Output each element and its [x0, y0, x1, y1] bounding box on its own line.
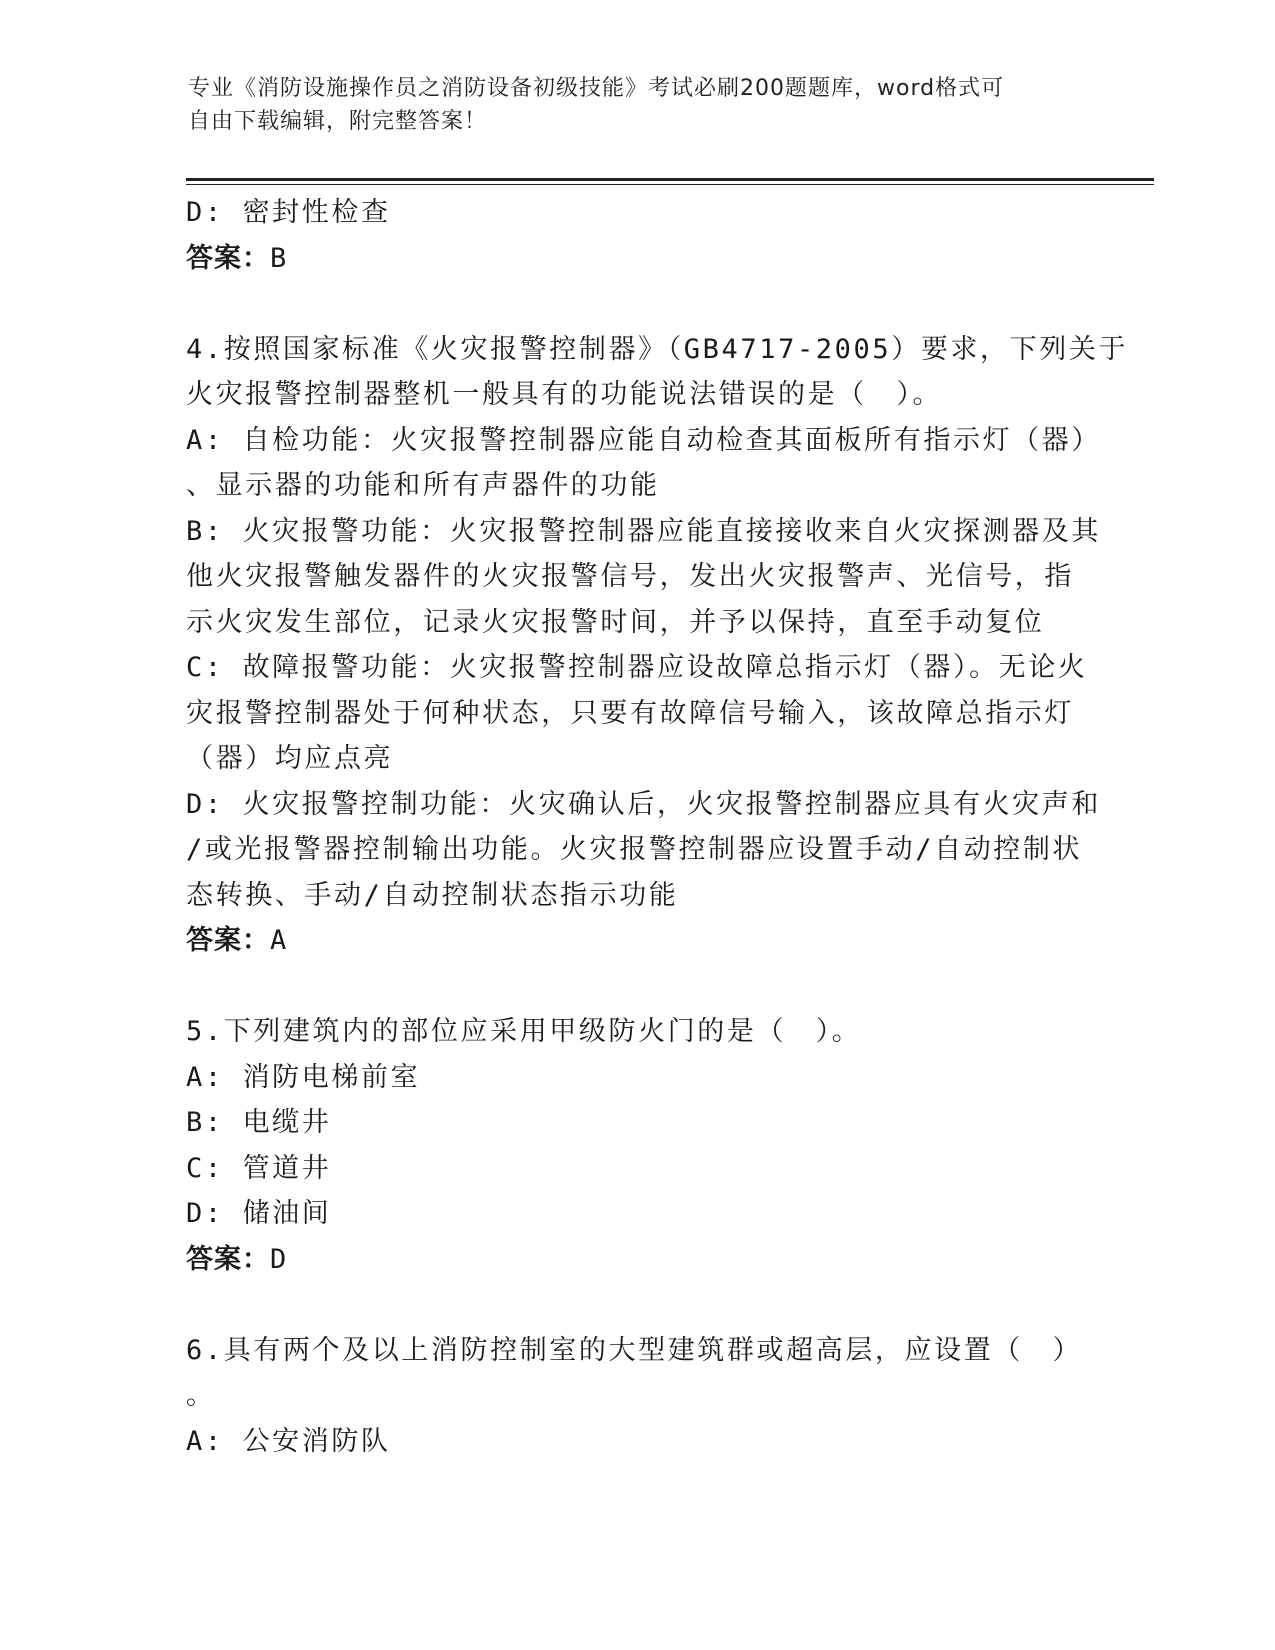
option-d-line: /或光报警器控制输出功能。火灾报警控制器应设置手动/自动控制状 [186, 834, 1083, 865]
header-divider-thin [186, 184, 1154, 185]
page-header [188, 72, 1068, 138]
spacer [186, 1282, 1086, 1328]
answer-value: B [270, 242, 288, 274]
option-d: D: 密封性检查 [186, 197, 391, 228]
answer-value: A [270, 925, 288, 956]
answer-label: 答案： [186, 1243, 270, 1275]
question-6 [186, 1328, 1086, 1465]
option-a-line: A: 自检功能：火灾报警控制器应能自动检查其面板所有指示灯（器） [186, 424, 1101, 456]
header-line-1: 专业《消防设施操作员之消防设备初级技能》考试必刷200题题库，word格式可 [188, 76, 1005, 101]
question-stem-line: 6.具有两个及以上消防控制室的大型建筑群或超高层，应设置（ ） [186, 1334, 1083, 1366]
question-stem-line: 5.下列建筑内的部位应采用甲级防火门的是（ ）。 [186, 1016, 862, 1047]
answer-label: 答案： [186, 925, 270, 956]
option-a: A: 公安消防队 [186, 1425, 391, 1457]
option-b: B: 电缆井 [186, 1107, 332, 1138]
option-b-line: B: 火灾报警功能：火灾报警控制器应能直接接收来自火灾探测器及其 [186, 515, 1101, 547]
question-stem-line: 。 [186, 1380, 216, 1411]
answer-line [186, 236, 1086, 282]
question-stem-line: 火灾报警控制器整机一般具有的功能说法错误的是（ ）。 [186, 379, 943, 410]
answer-label: 答案： [186, 242, 270, 274]
option-c-line: C: 故障报警功能：火灾报警控制器应设故障总指示灯（器）。无论火 [186, 652, 1088, 683]
option-b-line: 他火灾报警触发器件的火灾报警信号，发出火灾报警声、光信号，指 [186, 561, 1074, 592]
option-c-line: 灾报警控制器处于何种状态，只要有故障信号输入，该故障总指示灯 [186, 697, 1074, 729]
option-d-line: D: 火灾报警控制功能：火灾确认后，火灾报警控制器应具有火灾声和 [186, 788, 1101, 820]
question-4 [186, 327, 1129, 964]
option-b-line: 示火灾发生部位，记录火灾报警时间，并予以保持，直至手动复位 [186, 606, 1045, 638]
question-3 [186, 190, 1086, 281]
option-a: A: 消防电梯前室 [186, 1061, 421, 1093]
answer-line [186, 1237, 1086, 1283]
question-list [186, 190, 1129, 1464]
option-c-line: （器）均应点亮 [186, 743, 394, 774]
option-d-line: 态转换、手动/自动控制状态指示功能 [186, 879, 679, 911]
option-a-line: 、显示器的功能和所有声器件的功能 [186, 470, 660, 501]
answer-line [186, 918, 1086, 964]
answer-value: D [270, 1243, 288, 1275]
option-c: C: 管道井 [186, 1152, 332, 1184]
question-5 [186, 1009, 1086, 1282]
question-stem-line: 4.按照国家标准《火灾报警控制器》（GB4717-2005）要求，下列关于 [186, 333, 1129, 365]
spacer [186, 964, 1086, 1010]
header-divider-thick [186, 178, 1154, 181]
spacer [186, 281, 1086, 327]
option-d: D: 储油间 [186, 1198, 332, 1229]
header-line-2: 自由下载编辑，附完整答案！ [188, 109, 488, 134]
